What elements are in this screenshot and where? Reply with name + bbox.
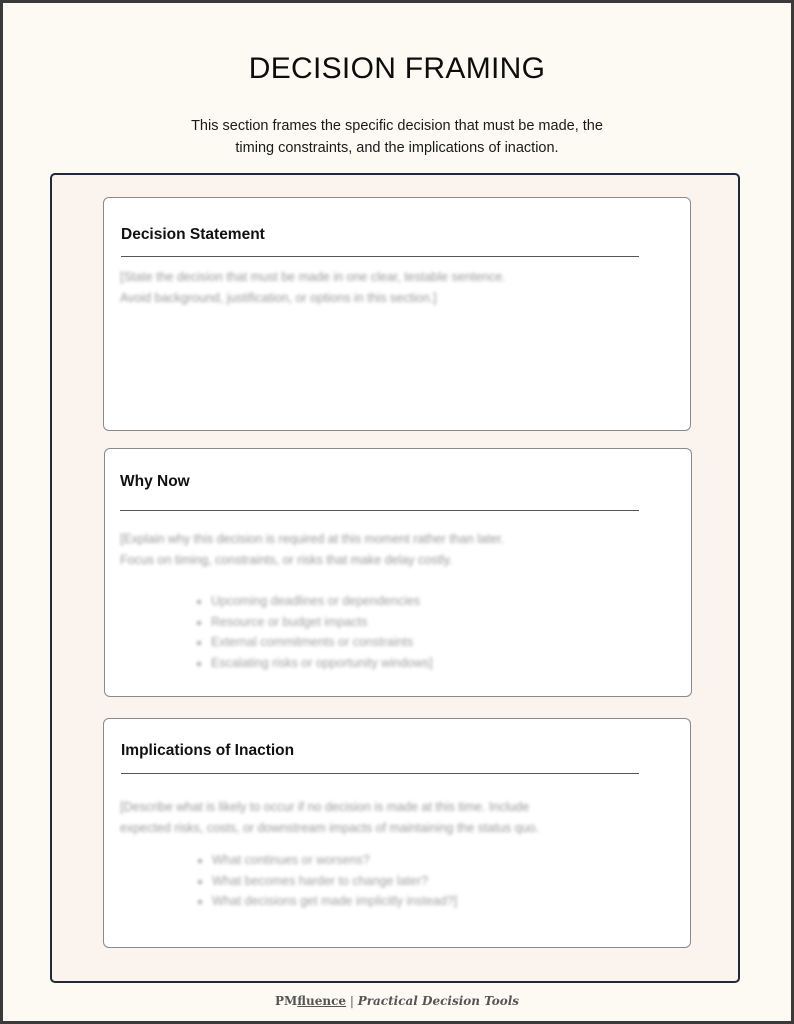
why-now-placeholder[interactable] (120, 529, 640, 571)
placeholder-line: [Explain why this decision is required at this moment rather than later. (120, 532, 505, 546)
footer-tagline: Practical Decision Tools (357, 994, 520, 1008)
brand-suffix: fluence (297, 994, 347, 1008)
sections-frame (50, 173, 740, 983)
intro-text (170, 115, 624, 159)
implications-card (103, 718, 691, 948)
why-now-card (104, 448, 692, 697)
placeholder-line: Focus on timing, constraints, or risks that make delay costly. (120, 553, 453, 567)
footer (0, 994, 794, 1008)
placeholder-line: expected risks, costs, or downstream impacts of maintaining the status quo. (120, 821, 539, 835)
section-divider (121, 256, 639, 257)
why-now-bullets (187, 591, 651, 673)
implications-placeholder[interactable] (120, 797, 660, 839)
implications-heading: Implications of Inaction (121, 742, 295, 759)
intro-line-2: timing constraints, and the implications of inaction. (235, 140, 559, 156)
list-item: • External commitments or constraints (211, 632, 651, 653)
list-item: • What becomes harder to change later? (212, 871, 652, 892)
brand-prefix: PM (274, 994, 298, 1008)
placeholder-line: [State the decision that must be made in one clear, testable sentence. (120, 270, 506, 284)
intro-line-1: This section frames the specific decision that must be made, the (191, 118, 603, 134)
list-item: • Resource or budget impacts (211, 612, 651, 633)
section-divider (120, 510, 639, 511)
list-item: • What decisions get made implicitly instead?] (212, 891, 652, 912)
why-now-heading: Why Now (120, 473, 190, 490)
decision-statement-placeholder[interactable] (120, 267, 640, 309)
section-divider (121, 773, 639, 774)
page-title: DECISION FRAMING (248, 52, 546, 85)
list-item: • Upcoming deadlines or dependencies (211, 591, 651, 612)
implications-bullets (188, 850, 652, 912)
decision-statement-card (103, 197, 691, 431)
footer-separator: | (346, 994, 358, 1008)
placeholder-line: Avoid background, justification, or options in this section.] (120, 291, 437, 305)
list-item: • What continues or worsens? (212, 850, 652, 871)
list-item: • Escalating risks or opportunity windows] (211, 653, 651, 674)
decision-statement-heading: Decision Statement (121, 226, 265, 243)
placeholder-line: [Describe what is likely to occur if no decision is made at this time. Include (120, 800, 530, 814)
